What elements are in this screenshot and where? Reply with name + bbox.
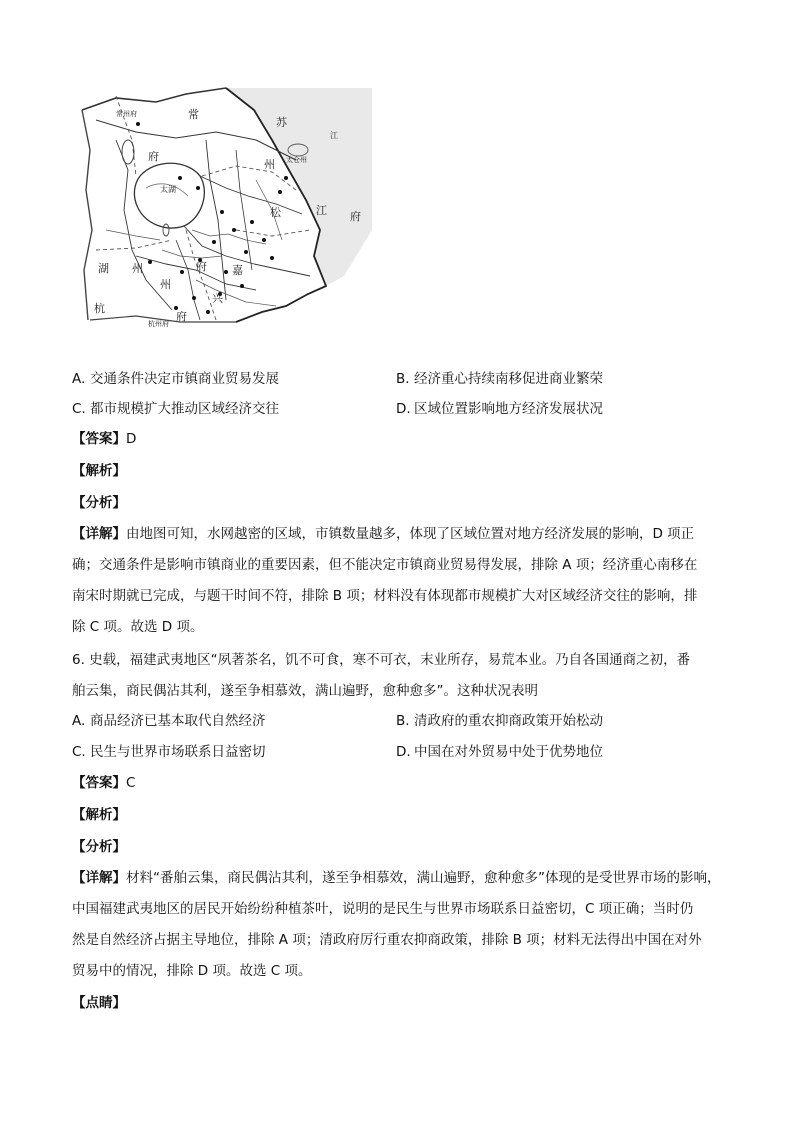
map-label: 府 xyxy=(350,210,361,223)
map-label: 江 xyxy=(316,204,327,217)
q6-option-b-letter: B. xyxy=(396,713,410,729)
map-label: 江 xyxy=(330,131,338,140)
q6-answer xyxy=(72,773,135,793)
q6-option-c xyxy=(72,742,266,762)
q5-fenxi-label: 【分析】 xyxy=(72,495,126,511)
q6-detail-line-3: 然是自然经济占据主导地位，排除 A 项；清政府厉行重农抑商政策，排除 B 项；材料无法得出中国在对外 xyxy=(72,932,702,948)
map-label: 湖 xyxy=(98,262,109,275)
q5-option-b-letter: B. xyxy=(396,371,410,387)
q6-analysis-label: 【解析】 xyxy=(72,807,126,823)
q5-detail-line-4: 除 C 项。故选 D 项。 xyxy=(72,619,204,635)
q6-option-a xyxy=(72,711,266,731)
map-label: 兴 xyxy=(212,292,223,305)
q5-detail-label: 【详解】 xyxy=(72,526,126,542)
q5-option-a-letter: A. xyxy=(72,371,86,387)
map-label: 太湖 xyxy=(160,185,176,194)
map-label: 州 xyxy=(160,278,171,291)
q6-option-d-letter: D. xyxy=(396,744,411,760)
q6-option-c-text: 民生与世界市场联系日益密切 xyxy=(90,744,266,760)
map-label: 太仓州 xyxy=(286,156,307,164)
q6-option-a-letter: A. xyxy=(72,713,86,729)
q6-option-d-text: 中国在对外贸易中处于优势地位 xyxy=(414,744,603,760)
q6-fenxi-label: 【分析】 xyxy=(72,839,126,855)
map-label: 州 xyxy=(264,158,275,171)
q5-detail-line-3: 南宋时期就已完成，与题干时间不符，排除 B 项；材料没有体现都市规模扩大对区域经济交往的影响，排 xyxy=(72,588,698,604)
q5-option-d-text: 区域位置影响地方经济发展状况 xyxy=(414,401,603,417)
q5-answer-label: 【答案】 xyxy=(72,431,126,447)
q5-option-d-letter: D. xyxy=(396,401,411,417)
map-label: 府 xyxy=(148,150,159,163)
q5-detail-text-1: 由地图可知，水网越密的区域，市镇数量越多，体现了区域位置对地方经济发展的影响，D 项正 xyxy=(126,526,695,542)
map-label: 杭州府 xyxy=(148,320,169,328)
q5-answer xyxy=(72,429,136,449)
q6-dianjing-label: 【点睛】 xyxy=(72,995,126,1011)
q6-detail-line-4: 贸易中的情况，排除 D 项。故选 C 项。 xyxy=(72,963,312,979)
map-label: 府 xyxy=(176,310,187,323)
map-label: 杭 xyxy=(94,302,105,315)
historical-map-figure xyxy=(76,80,376,328)
q6-detail-label: 【详解】 xyxy=(72,870,126,886)
q5-option-b xyxy=(396,369,603,389)
q5-analysis-label: 【解析】 xyxy=(72,463,126,479)
q6-stem-line-2: 舶云集，商民偶沾其利，遂至争相慕效，满山遍野，愈种愈多”。这种状况表明 xyxy=(72,683,538,699)
q6-answer-label: 【答案】 xyxy=(72,775,126,791)
map-label: 常州府 xyxy=(116,110,137,118)
map-label: 松 xyxy=(270,206,281,219)
q6-answer-value: C xyxy=(126,775,136,791)
q5-option-b-text: 经济重心持续南移促进商业繁荣 xyxy=(414,371,603,387)
q6-detail-line-2: 中国福建武夷地区的居民开始纷纷种植茶叶，说明的是民生与世界市场联系日益密切，C 项正确；当时仍 xyxy=(72,901,694,917)
map-label: 府 xyxy=(196,260,207,273)
q5-detail-line-2: 确；交通条件是影响市镇商业的重要因素，但不能决定市镇商业贸易得发展，排除 A 项；经济重心南移在 xyxy=(72,557,698,573)
q6-option-a-text: 商品经济已基本取代自然经济 xyxy=(90,713,266,729)
q5-option-c-text: 都市规模扩大推动区域经济交往 xyxy=(90,401,279,417)
q5-option-c-letter: C. xyxy=(72,401,86,417)
q5-option-c xyxy=(72,399,279,419)
q5-answer-value: D xyxy=(126,431,137,447)
q5-option-d xyxy=(396,399,603,419)
map-label: 州 xyxy=(132,262,143,275)
q5-option-a-text: 交通条件决定市镇商业贸易发展 xyxy=(90,371,279,387)
map-label: 嘉 xyxy=(232,264,243,277)
q6-option-d xyxy=(396,742,603,762)
q5-detail-line-1 xyxy=(72,524,694,544)
q6-detail-text-1: 材料“番舶云集，商民偶沾其利，遂至争相慕效，满山遍野，愈种愈多”体现的是受世界市场的影响， xyxy=(126,870,721,886)
q5-option-a xyxy=(72,369,279,389)
q6-option-b-text: 清政府的重农抑商政策开始松动 xyxy=(414,713,603,729)
map-label: 苏 xyxy=(276,116,287,129)
q6-option-c-letter: C. xyxy=(72,744,86,760)
q6-detail-line-1 xyxy=(72,868,721,888)
q6-stem-line-1: 6. 史载，福建武夷地区“夙著茶名，饥不可食，寒不可衣，末业所存，易荒本业。乃自各国通商之初，番 xyxy=(72,652,691,668)
q6-option-b xyxy=(396,711,603,731)
map-label: 常 xyxy=(188,108,199,121)
